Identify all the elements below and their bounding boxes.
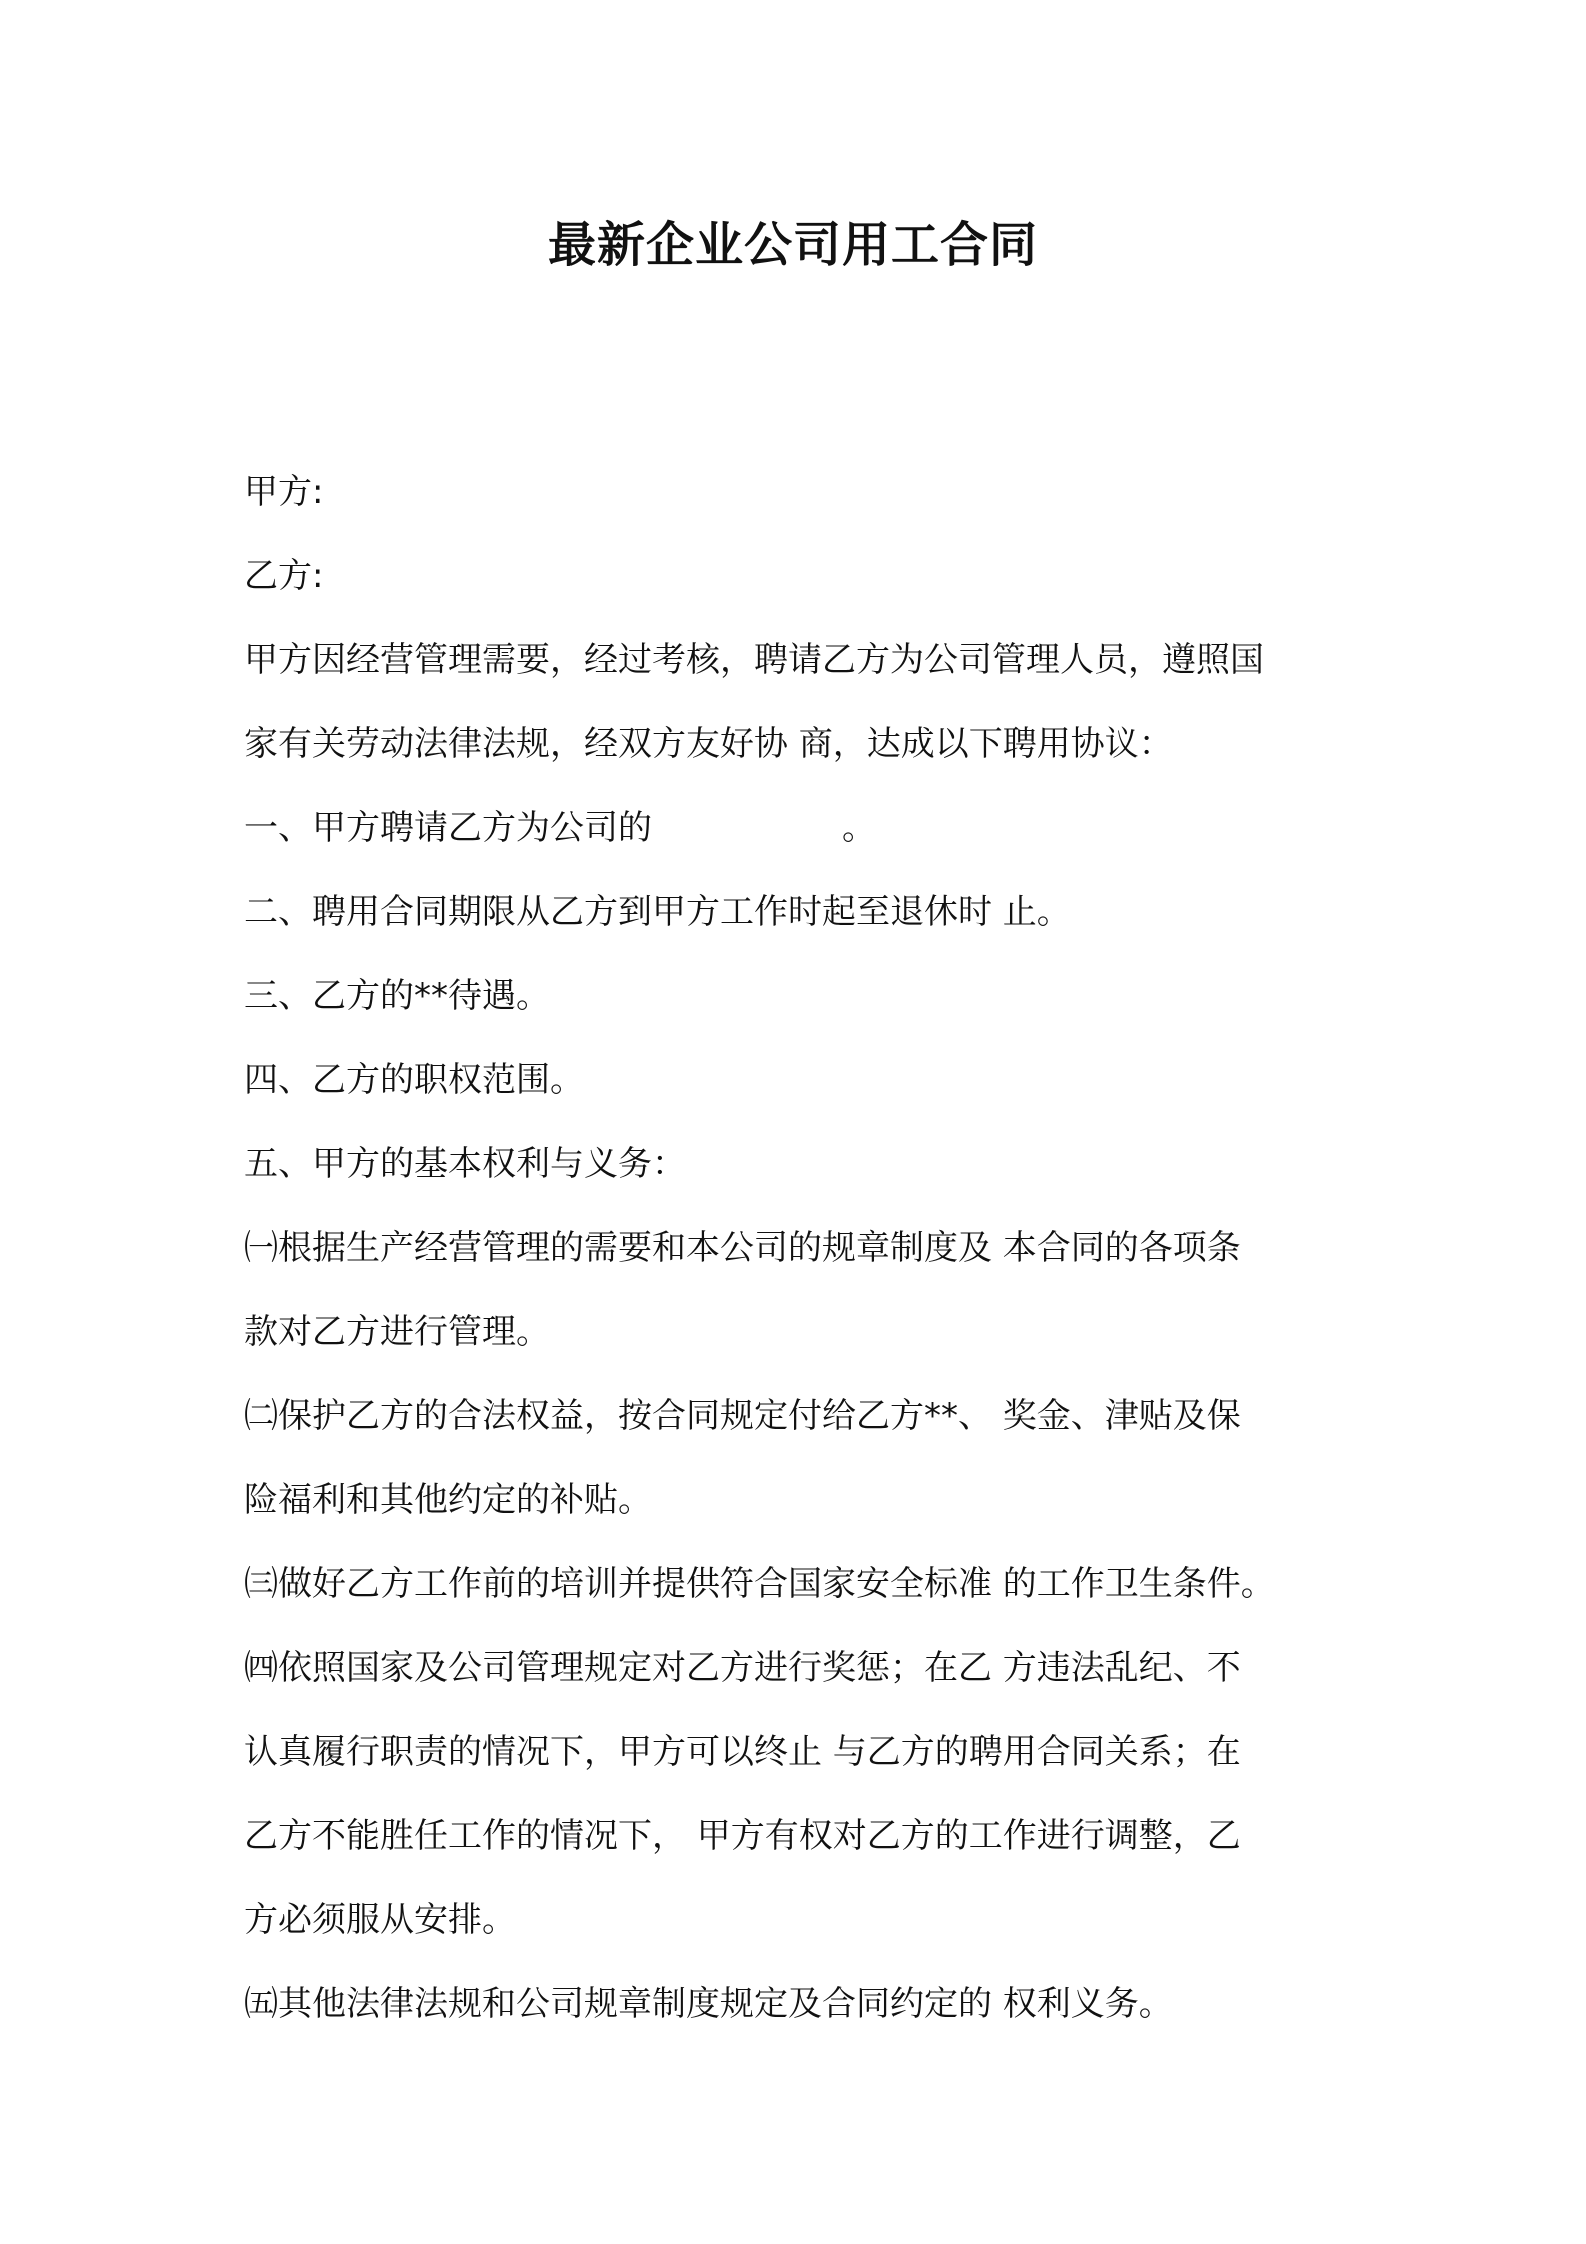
item-1-line-2: 款对乙方进行管理。 [244,1312,550,1352]
clause-3-line: 三、乙方的**待遇。 [244,976,550,1016]
document-body [244,450,1384,2046]
item-3-line-1: ㈢做好乙方工作前的培训并提供符合国家安全标准 的工作卫生条件。 [244,1564,1275,1604]
clause-4-line: 四、乙方的职权范围。 [244,1060,584,1100]
party-b-line: 乙方: [244,556,324,596]
preamble-line-2: 家有关劳动法律法规，经双方友好协 商，达成以下聘用协议： [244,724,1173,764]
item-4-line-3: 乙方不能胜任工作的情况下， 甲方有权对乙方的工作进行调整，乙 [244,1816,1241,1856]
clause-2-line: 二、聘用合同期限从乙方到甲方工作时起至退休时 止。 [244,892,1071,932]
item-4-line-1: ㈣依照国家及公司管理规定对乙方进行奖惩；在乙 方违法乱纪、不 [244,1648,1241,1688]
item-2-line-2: 险福利和其他约定的补贴。 [244,1480,652,1520]
clause-1-line [244,786,1384,870]
item-1-line-1: ㈠根据生产经营管理的需要和本公司的规章制度及 本合同的各项条 [244,1228,1241,1268]
clause-1-end: 。 [842,808,876,848]
item-2-line-1: ㈡保护乙方的合法权益，按合同规定付给乙方**、 奖金、津贴及保 [244,1396,1241,1436]
clause-5-line: 五、甲方的基本权利与义务： [244,1144,686,1184]
item-4-line-4: 方必须服从安排。 [244,1900,516,1940]
preamble-line-1: 甲方因经营管理需要，经过考核，聘请乙方为公司管理人员，遵照国 [244,640,1264,680]
clause-1-text: 一、甲方聘请乙方为公司的 [244,808,652,848]
item-5-line-1: ㈤其他法律法规和公司规章制度规定及合同约定的 权利义务。 [244,1984,1173,2024]
party-a-line: 甲方: [244,472,324,512]
item-4-line-2: 认真履行职责的情况下，甲方可以终止 与乙方的聘用合同关系；在 [244,1732,1241,1772]
document-title: 最新企业公司用工合同 [547,217,1038,273]
